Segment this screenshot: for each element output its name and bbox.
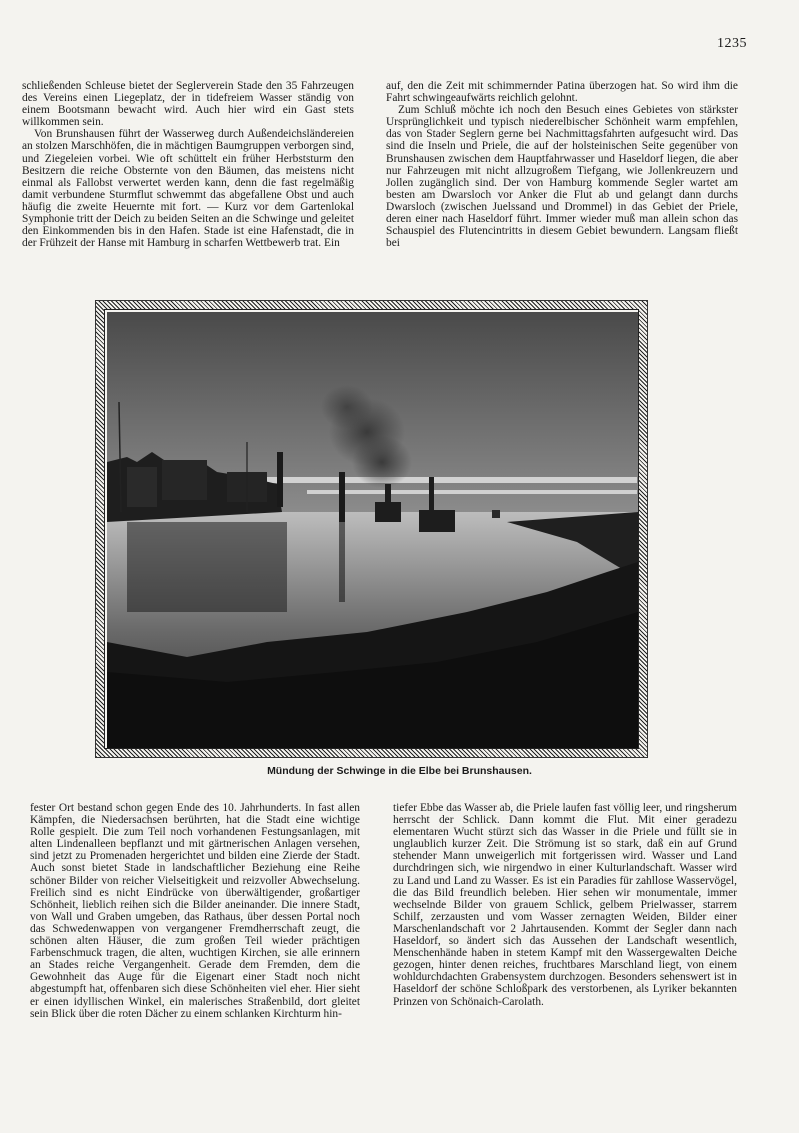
text-column-bottom-right (393, 802, 737, 1008)
figure-caption: Mündung der Schwinge in die Elbe bei Brunshausen. (267, 765, 532, 777)
paragraph: auf, den die Zeit mit schimmernder Patina überzogen hat. So wird ihm die Fahrt schwingeaufwärts reichlich gelohnt. (386, 80, 738, 105)
text-column-bottom-left (30, 802, 360, 1020)
photo-frame (95, 300, 648, 758)
page-number: 1235 (717, 36, 747, 51)
text-column-top-right (386, 80, 738, 249)
paragraph: schließenden Schleuse bietet der Seglerverein Stade den 35 Fahrzeugen des Vereins einen Liegeplatz, der in tidefreiem Wasser ständig von einem Bootsmann bewacht wird. Auch hier wird ein Gast stets willkommen sein. (22, 80, 354, 129)
paragraph: Von Brunshausen führt der Wasserweg durch Außendeichsländereien an stolzen Marschhöfen, die in mächtigen Baumgruppen verborgen sind, und Ziegeleien vorbei. Wie oft schüttelt ein früher Herbststurm den Besitzern die reiche Obsternte von den Bäumen, das meistens nicht einmal als Fallobst verwertet werden kann, denn die fast regelmäßig damit verbundene Sturmflut schwemmt das abgefallene Obst und auch häufig die zweite Heuernte mit fort. — Kurz vor dem Gartenlokal Symphonie tritt der Deich zu beiden Seiten an die Schwinge und geleitet den Einkommenden bis in den Hafen. Stade ist eine Hafenstadt, die in der Frühzeit der Hanse mit Hamburg in scharfen Wettbewerb trat. Ein (22, 128, 354, 250)
paragraph: fester Ort bestand schon gegen Ende des 10. Jahrhunderts. In fast allen Kämpfen, die Niedersachsen berührten, hat die Stadt eine wichtige Rolle gespielt. Die zum Teil noch vorhandenen Festungsanlagen, mit alten Lindenalleen bepflanzt und mit gärtnerischen Anlagen versehen, sind jetzt zu Promenaden hergerichtet und bilden eine Zierde der Stadt. Auch sonst bietet Stade in landschaftlicher Beziehung eine Reihe schöner Bilder von reicher Vielseitigkeit und reizvoller Abwechselung. Freilich sind es nicht Eindrücke von überwältigender, großartiger Schönheit, lieblich reihen sich die Bilder aneinander. Die innere Stadt, von Wall und Graben umgeben, das Rathaus, über dessen Portal noch das Schwedenwappen von vergangener Fremdherrschaft zeugt, die schönen alten Häuser, die zum großen Teil wieder prächtigen Farbenschmuck tragen, die alten, wuchtigen Kirchen, sie alle erinnern an Stades reiche Vergangenheit. Gerade dem Fremden, dem die Gewohnheit das Auge für die Eigenart einer Stadt noch nicht abgestumpft hat, offenbaren sich diese Schönheiten viel eher. Hier sieht er einen idyllischen Winkel, ein malerisches Straßenbild, dort gleitet sein Blick über die roten Dächer zu einem schlanken Kirchturm hin- (30, 802, 360, 1020)
harbor-photograph (107, 312, 638, 748)
paragraph: tiefer Ebbe das Wasser ab, die Priele laufen fast völlig leer, und ringsherum herrscht der Schlick. Dann kommt die Flut. Mit einer geradezu elementaren Wucht stürzt sich das Wasser in die Priele und füllt sie in unglaublich kurzer Zeit. Die Strömung ist so stark, daß ein auf Grund stehender Mann unweigerlich mit fortgerissen wird. Wasser und Land durchdringen sich, wie nirgendwo in einer Kulturlandschaft. Wasser wird zu Land und Land zu Wasser. Es ist ein Paradies für zahllose Wasservögel, die das Bild freundlich beleben. Hier sehen wir monumentale, immer wechselnde Bilder von grauem Schlick, gelbem Prielwasser, starrem Schilf, zerzausten und vom Wasser zernagten Weiden, Bilder einer Marschenlandschaft vor 2 Jahrtausenden. Kommt der Segler dann nach Haseldorf, so ändert sich das Aussehen der Landschaft wesentlich, Menschenhände haben in stetem Kampf mit den Wassergewalten Deiche gezogen, hinter denen reiches, fruchtbares Marschland liegt, von einem wohldurchdachten Grabensystem durchzogen. Besonders sehenswert ist in Haseldorf der schöne Schloßpark des verstorbenen, als Lyriker bekannten Prinzen von Schönaich-Carolath. (393, 802, 737, 1008)
photo-inner-border (104, 309, 639, 749)
paragraph: Zum Schluß möchte ich noch den Besuch eines Gebietes von stärkster Ursprünglichkeit und typisch niederelbischer Schönheit warm empfehlen, das von Stader Seglern gerne bei Nachmittagsfahrten aufgesucht wird. Das sind die Inseln und Priele, die auf der holsteinischen Seite gegenüber von Brunshausen zwischen dem Hauptfahrwasser und Haseldorf liegen, die aber nur Fahrzeugen mit nicht allzugroßem Tiefgang, wie Jollenkreuzern und Jollen zugänglich sind. Der von Hamburg kommende Segler wartet am besten am Dwarsloch vor Anker die Flut ab und gelangt dann durchs Dwarsloch (zwischen Juelssand und Drommel) in das Gebiet der Priele, deren einer nach Haseldorf führt. Immer wieder muß man allein schon das Schauspiel des Flutencintritts in diesem Gebiet bewundern. Langsam fließt bei (386, 104, 738, 250)
text-column-top-left (22, 80, 354, 249)
